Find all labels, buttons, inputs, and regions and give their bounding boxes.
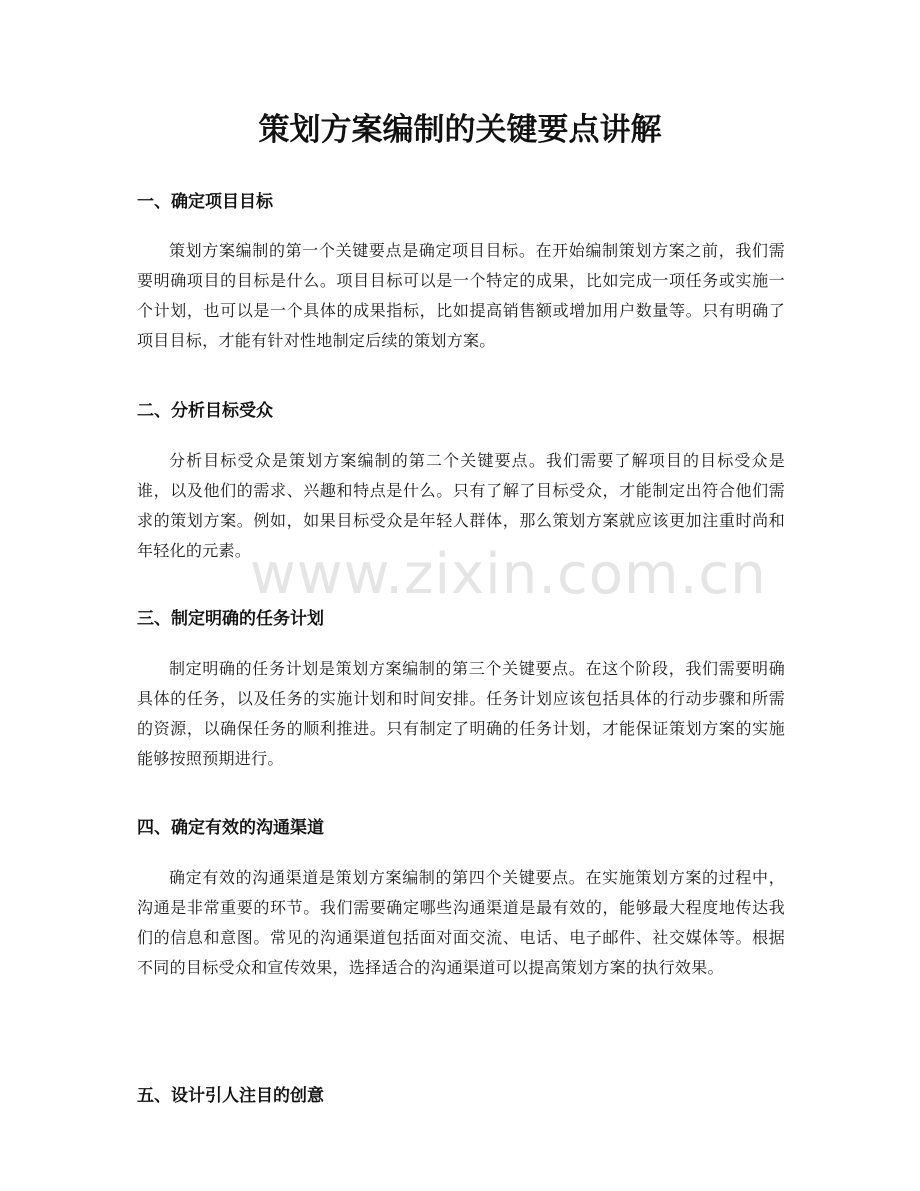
section-body-4: 确定有效的沟通渠道是策划方案编制的第四个关键要点。在实施策划方案的过程中，沟通是非常重要的环节。我们需要确定哪些沟通渠道是最有效的，能够最大程度地传达我们的信息和意图。常见的沟通渠道包括面对面交流、电话、电子邮件、社交媒体等。根据不同的目标受众和宣传效果，选择适合的沟通渠道可以提高策划方案的执行效果。: [137, 868, 785, 977]
section-heading-5: 五、设计引人注目的创意: [137, 1086, 324, 1106]
section-heading-3: 三、制定明确的任务计划: [137, 609, 324, 629]
section-body-3: 制定明确的任务计划是策划方案编制的第三个关键要点。在这个阶段，我们需要明确具体的任务，以及任务的实施计划和时间安排。任务计划应该包括具体的行动步骤和所需的资源，以确保任务的顺利推进。只有制定了明确的任务计划，才能保证策划方案的实施能够按照预期进行。: [137, 659, 785, 768]
section-body-2: 分析目标受众是策划方案编制的第二个关键要点。我们需要了解项目的目标受众是谁，以及他们的需求、兴趣和特点是什么。只有了解了目标受众，才能制定出符合他们需求的策划方案。例如，如果目标受众是年轻人群体，那么策划方案就应该更加注重时尚和年轻化的元素。: [137, 451, 785, 560]
section-heading-2: 二、分析目标受众: [137, 401, 273, 421]
watermark-text: www.zixin.com.cn: [250, 542, 767, 607]
section-body-1: 策划方案编制的第一个关键要点是确定项目目标。在开始编制策划方案之前，我们需要明确项目的目标是什么。项目目标可以是一个特定的成果，比如完成一项任务或实施一个计划，也可以是一个具体的成果指标，比如提高销售额或增加用户数量等。只有明确了项目目标，才能有针对性地制定后续的策划方案。: [137, 241, 785, 350]
section-heading-4: 四、确定有效的沟通渠道: [137, 818, 324, 838]
document-title: 策划方案编制的关键要点讲解: [258, 112, 662, 148]
section-heading-1: 一、确定项目目标: [137, 192, 273, 212]
